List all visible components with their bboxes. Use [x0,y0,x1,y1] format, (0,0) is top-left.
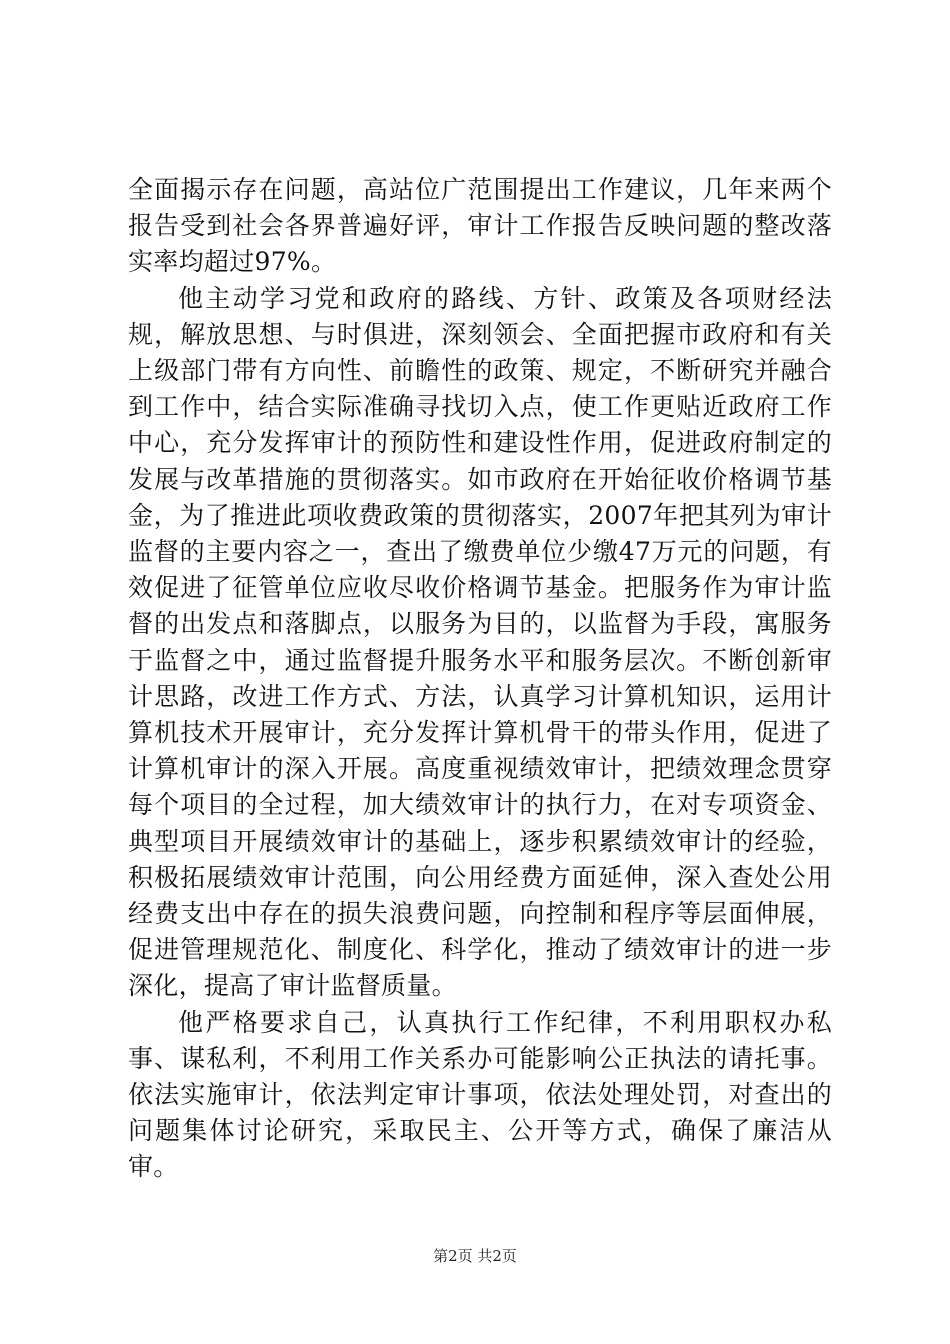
document-body [128,172,832,1186]
paragraph-2: 他主动学习党和政府的路线、方针、政策及各项财经法规，解放思想、与时俱进，深刻领会、全面把握市政府和有关上级部门带有方向性、前瞻性的政策、规定，不断研究并融合到工作中，结合实际准确寻找切入点，使工作更贴近政府工作中心，充分发挥审计的预防性和建设性作用，促进政府制定的发展与改革措施的贯彻落实。如市政府在开始征收价格调节基金，为了推进此项收费政策的贯彻落实，2007年把其列为审计监督的主要内容之一，查出了缴费单位少缴47万元的问题，有效促进了征管单位应收尽收价格调节基金。把服务作为审计监督的出发点和落脚点，以服务为目的，以监督为手段，寓服务于监督之中，通过监督提升服务水平和服务层次。不断创新审计思路，改进工作方式、方法，认真学习计算机知识，运用计算机技术开展审计，充分发挥计算机骨干的带头作用，促进了计算机审计的深入开展。高度重视绩效审计，把绩效理念贯穿每个项目的全过程，加大绩效审计的执行力，在对专项资金、典型项目开展绩效审计的基础上，逐步积累绩效审计的经验，积极拓展绩效审计范围，向公用经费方面延伸，深入查处公用经费支出中存在的损失浪费问题，向控制和程序等层面伸展，促进管理规范化、制度化、科学化，推动了绩效审计的进一步深化，提高了审计监督质量。 [128,283,832,1001]
page-footer [0,1246,950,1266]
paragraph-3: 他严格要求自己，认真执行工作纪律，不利用职权办私事、谋私利，不利用工作关系办可能影响公正执法的请托事。依法实施审计，依法判定审计事项，依法处理处罚，对查出的问题集体讨论研究，采取民主、公开等方式，确保了廉洁从审。 [128,1007,832,1182]
page-number-label: 第2页 共2页 [433,1247,517,1265]
paragraph-1: 全面揭示存在问题，高站位广范围提出工作建议，几年来两个报告受到社会各界普遍好评，审计工作报告反映问题的整改落实率均超过97%。 [128,175,832,277]
